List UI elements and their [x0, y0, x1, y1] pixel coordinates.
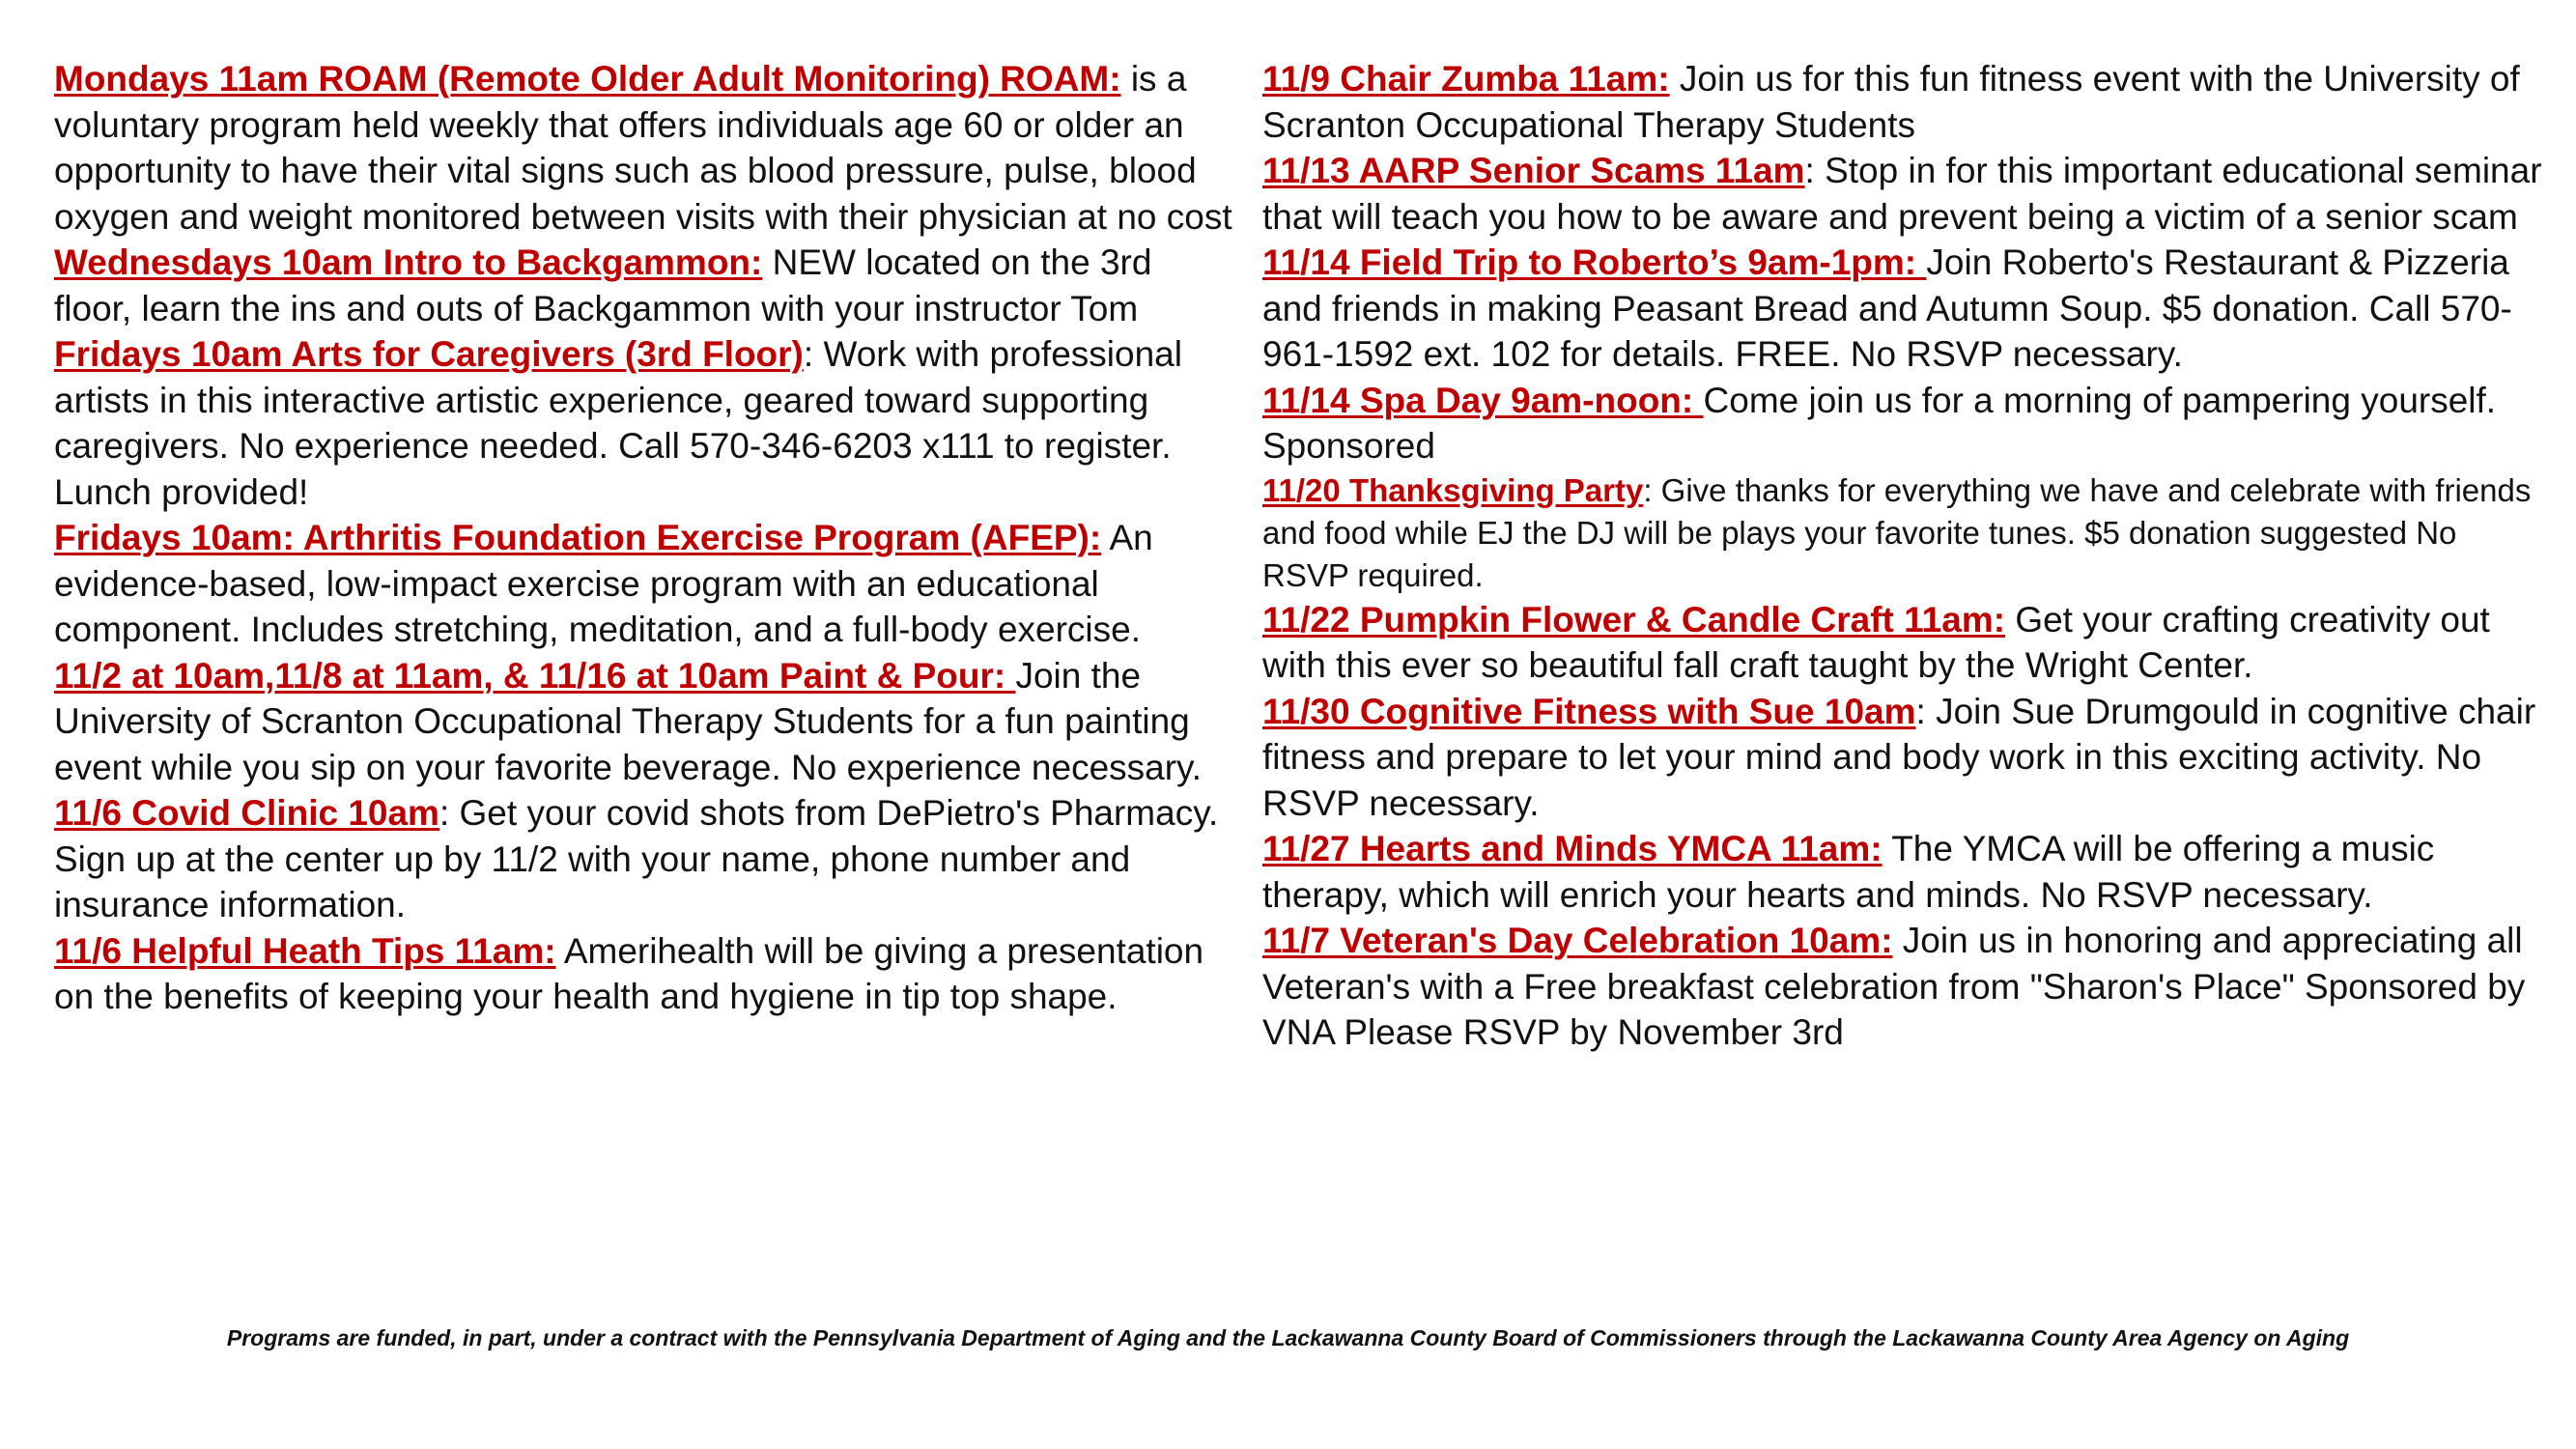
event-title: 11/22 Pumpkin Flower & Candle Craft 11am:: [1262, 599, 2006, 639]
event-title: 11/7 Veteran's Day Celebration 10am:: [1262, 921, 1893, 960]
event-veterans-day: [1262, 918, 2547, 1056]
event-roam: [54, 56, 1232, 240]
event-title: Wednesdays 10am Intro to Backgammon:: [54, 242, 763, 282]
event-health-tips: [54, 928, 1232, 1020]
event-description: Come join us for a morning of pampering yourself. Sponsored: [1262, 380, 2497, 466]
event-title: 11/20 Thanksgiving Party: [1262, 471, 1644, 508]
event-title: 11/6 Covid Clinic 10am: [54, 793, 439, 833]
event-title: 11/13 AARP Senior Scams 11am: [1262, 151, 1805, 190]
event-aarp-scams: [1262, 148, 2547, 240]
event-chair-zumba: [1262, 56, 2547, 148]
event-paint-and-pour: [54, 653, 1232, 791]
left-column: [54, 56, 1232, 1020]
event-pumpkin-craft: [1262, 597, 2547, 689]
event-arts-for-caregivers: [54, 331, 1232, 515]
event-description: is a voluntary program held weekly that offers individuals age 60 or older an opportunity to have their vital signs such as blood pressure, pulse, blood oxygen and weight monitored between visits with their physician at no cost: [54, 59, 1232, 237]
event-description: : Join Sue Drumgould in cognitive chair fitness and prepare to let your mind and body work in this exciting activity. No RSVP necessary.: [1262, 691, 2536, 823]
event-description: Join us in honoring and appreciating all Veteran's with a Free breakfast celebration from "Sharon's Place" Sponsored by VNA Please RSVP by November 3rd: [1262, 921, 2526, 1052]
event-title: 11/30 Cognitive Fitness with Sue 10am: [1262, 691, 1916, 731]
event-title: 11/14 Spa Day 9am-noon:: [1262, 380, 1704, 420]
event-description: : Get your covid shots from DePietro's Pharmacy. Sign up at the center up by 11/2 with your name, phone number and insurance information.: [54, 793, 1219, 924]
event-thanksgiving-party: [1262, 469, 2547, 597]
event-afep: [54, 515, 1232, 653]
event-title: Mondays 11am ROAM (Remote Older Adult Monitoring) ROAM:: [54, 59, 1121, 99]
event-spa-day: [1262, 378, 2547, 469]
event-description: Get your crafting creativity out with this ever so beautiful fall craft taught by the Wright Center.: [1262, 599, 2490, 685]
event-title: Fridays 10am Arts for Caregivers (3rd Floor): [54, 334, 804, 374]
event-description: : Work with professional artists in this interactive artistic experience, geared toward supporting caregivers. No experience needed. Call 570-346-6203 x111 to register. Lunch provided!: [54, 334, 1182, 512]
right-column: [1262, 56, 2547, 1056]
event-title: 11/6 Helpful Heath Tips 11am:: [54, 930, 556, 971]
event-cognitive-fitness: [1262, 689, 2547, 827]
event-description: Join us for this fun fitness event with the University of Scranton Occupational Therapy Students: [1262, 59, 2520, 145]
event-title: 11/14 Field Trip to Roberto’s 9am-1pm:: [1262, 242, 1927, 282]
event-hearts-and-minds: [1262, 826, 2547, 918]
event-description: An evidence-based, low-impact exercise program with an educational component. Includes stretching, meditation, and a full-body exercise.: [54, 518, 1153, 649]
event-title: 11/9 Chair Zumba 11am:: [1262, 59, 1670, 99]
event-description: NEW located on the 3rd floor, learn the ins and outs of Backgammon with your instructor Tom: [54, 242, 1152, 328]
event-description: : Stop in for this important educational seminar that will teach you how to be aware and prevent being a victim of a senior scam: [1262, 151, 2542, 237]
event-description: The YMCA will be offering a music therapy, which will enrich your hearts and minds. No RSVP necessary.: [1262, 829, 2435, 915]
event-description: Amerihealth will be giving a presentation on the benefits of keeping your health and hygiene in tip top shape.: [54, 930, 1204, 1016]
funding-footer: Programs are funded, in part, under a contract with the Pennsylvania Department of Aging and the Lackawanna County Board of Commissioners through the Lackawanna County Area Agency on Aging: [226, 1325, 2350, 1350]
event-covid-clinic: [54, 790, 1232, 928]
event-description: : Give thanks for everything we have and celebrate with friends and food while EJ the DJ will be plays your favorite tunes. $5 donation suggested No RSVP required.: [1262, 471, 2532, 593]
event-title: 11/2 at 10am,11/8 at 11am, & 11/16 at 10am Paint & Pour:: [54, 655, 1016, 696]
event-title: Fridays 10am: Arthritis Foundation Exercise Program (AFEP):: [54, 518, 1102, 557]
event-backgammon: [54, 240, 1232, 331]
event-description: Join Roberto's Restaurant & Pizzeria and friends in making Peasant Bread and Autumn Soup. $5 donation. Call 570-961-1592 ext. 102 for details. FREE. No RSVP necessary.: [1262, 242, 2512, 374]
event-field-trip: [1262, 240, 2547, 378]
event-description: Join the University of Scranton Occupational Therapy Students for a fun painting event while you sip on your favorite beverage. No experience necessary.: [54, 655, 1203, 787]
event-title: 11/27 Hearts and Minds YMCA 11am:: [1262, 829, 1882, 868]
